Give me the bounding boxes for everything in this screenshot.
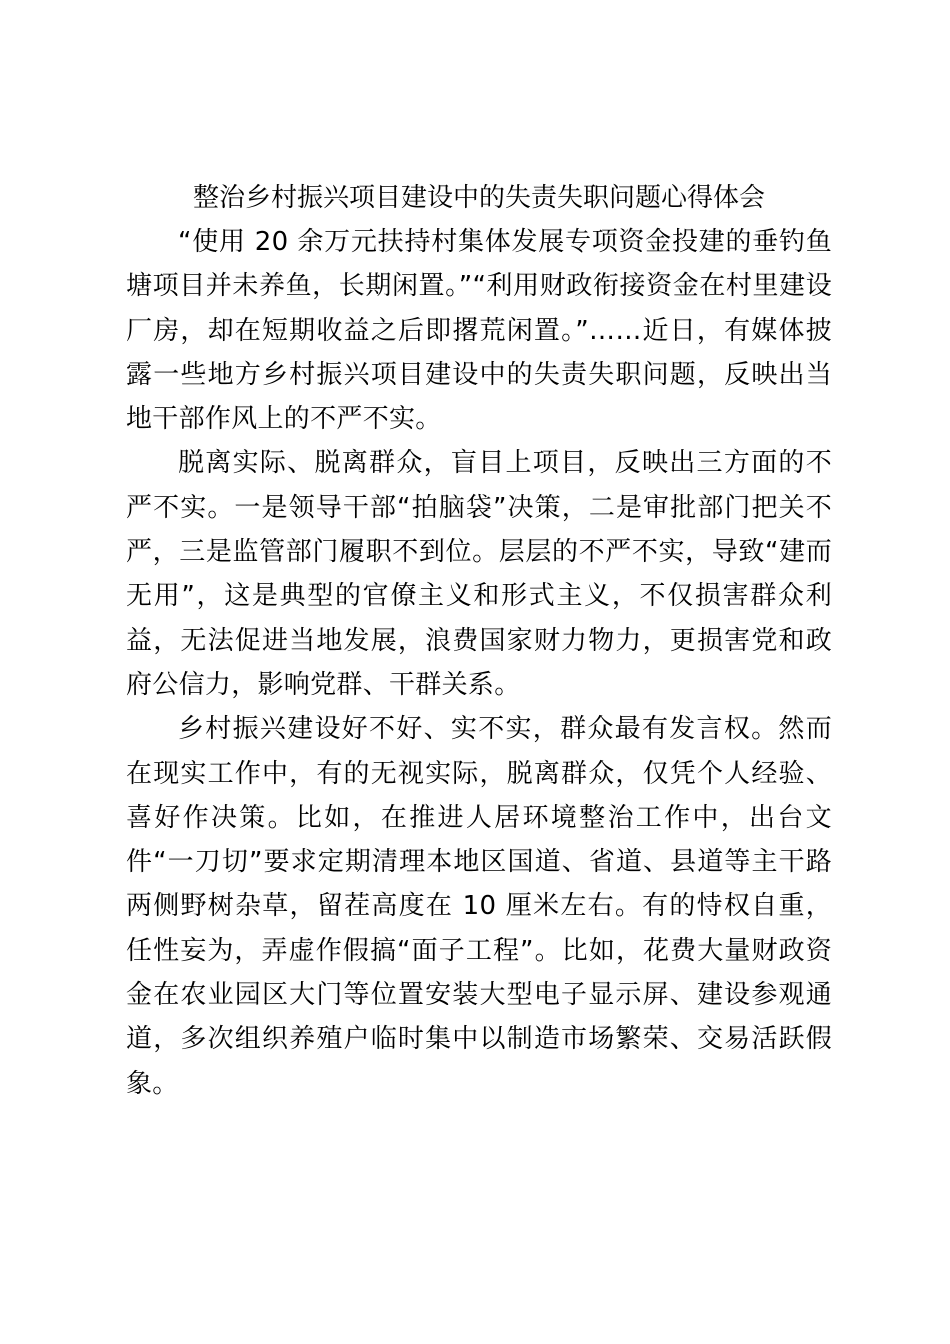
paragraph-2: 脱离实际、脱离群众，盲目上项目，反映出三方面的不严不实。一是领导干部“拍脑袋”决策，二是审批部门把关不严，三是监管部门履职不到位。层层的不严不实，导致“建而无用”，这是典型的官僚主义和形式主义，不仅损害群众利益，无法促进当地发展，浪费国家财力物力，更损害党和政府公信力，影响党群、干群关系。	[126, 448, 832, 700]
paragraph-3: 乡村振兴建设好不好、实不实，群众最有发言权。然而在现实工作中，有的无视实际，脱离群众，仅凭个人经验、喜好作决策。比如，在推进人居环境整治工作中，出台文件“一刀切”要求定期清理本地区国道、省道、县道等主干路两侧野树杂草，留茬高度在 10 厘米左右。有的恃权自重，任性妄为，弄虚作假搞“面子工程”。比如，花费大量财政资金在农业园区大门等位置安装大型电子显示屏、建设参观通道，多次组织养殖户临时集中以制造市场繁荣、交易活跃假象。	[126, 714, 832, 1099]
paragraph-1: “使用 20 余万元扶持村集体发展专项资金投建的垂钓鱼塘项目并未养鱼，长期闲置。”“利用财政衔接资金在村里建设厂房，却在短期收益之后即撂荒闲置。”……近日，有媒体披露一些地方乡村振兴项目建设中的失责失职问题，反映出当地干部作风上的不严不实。	[126, 227, 832, 435]
document-title: 整治乡村振兴项目建设中的失责失职问题心得体会	[192, 183, 765, 213]
document-body	[126, 176, 832, 1106]
